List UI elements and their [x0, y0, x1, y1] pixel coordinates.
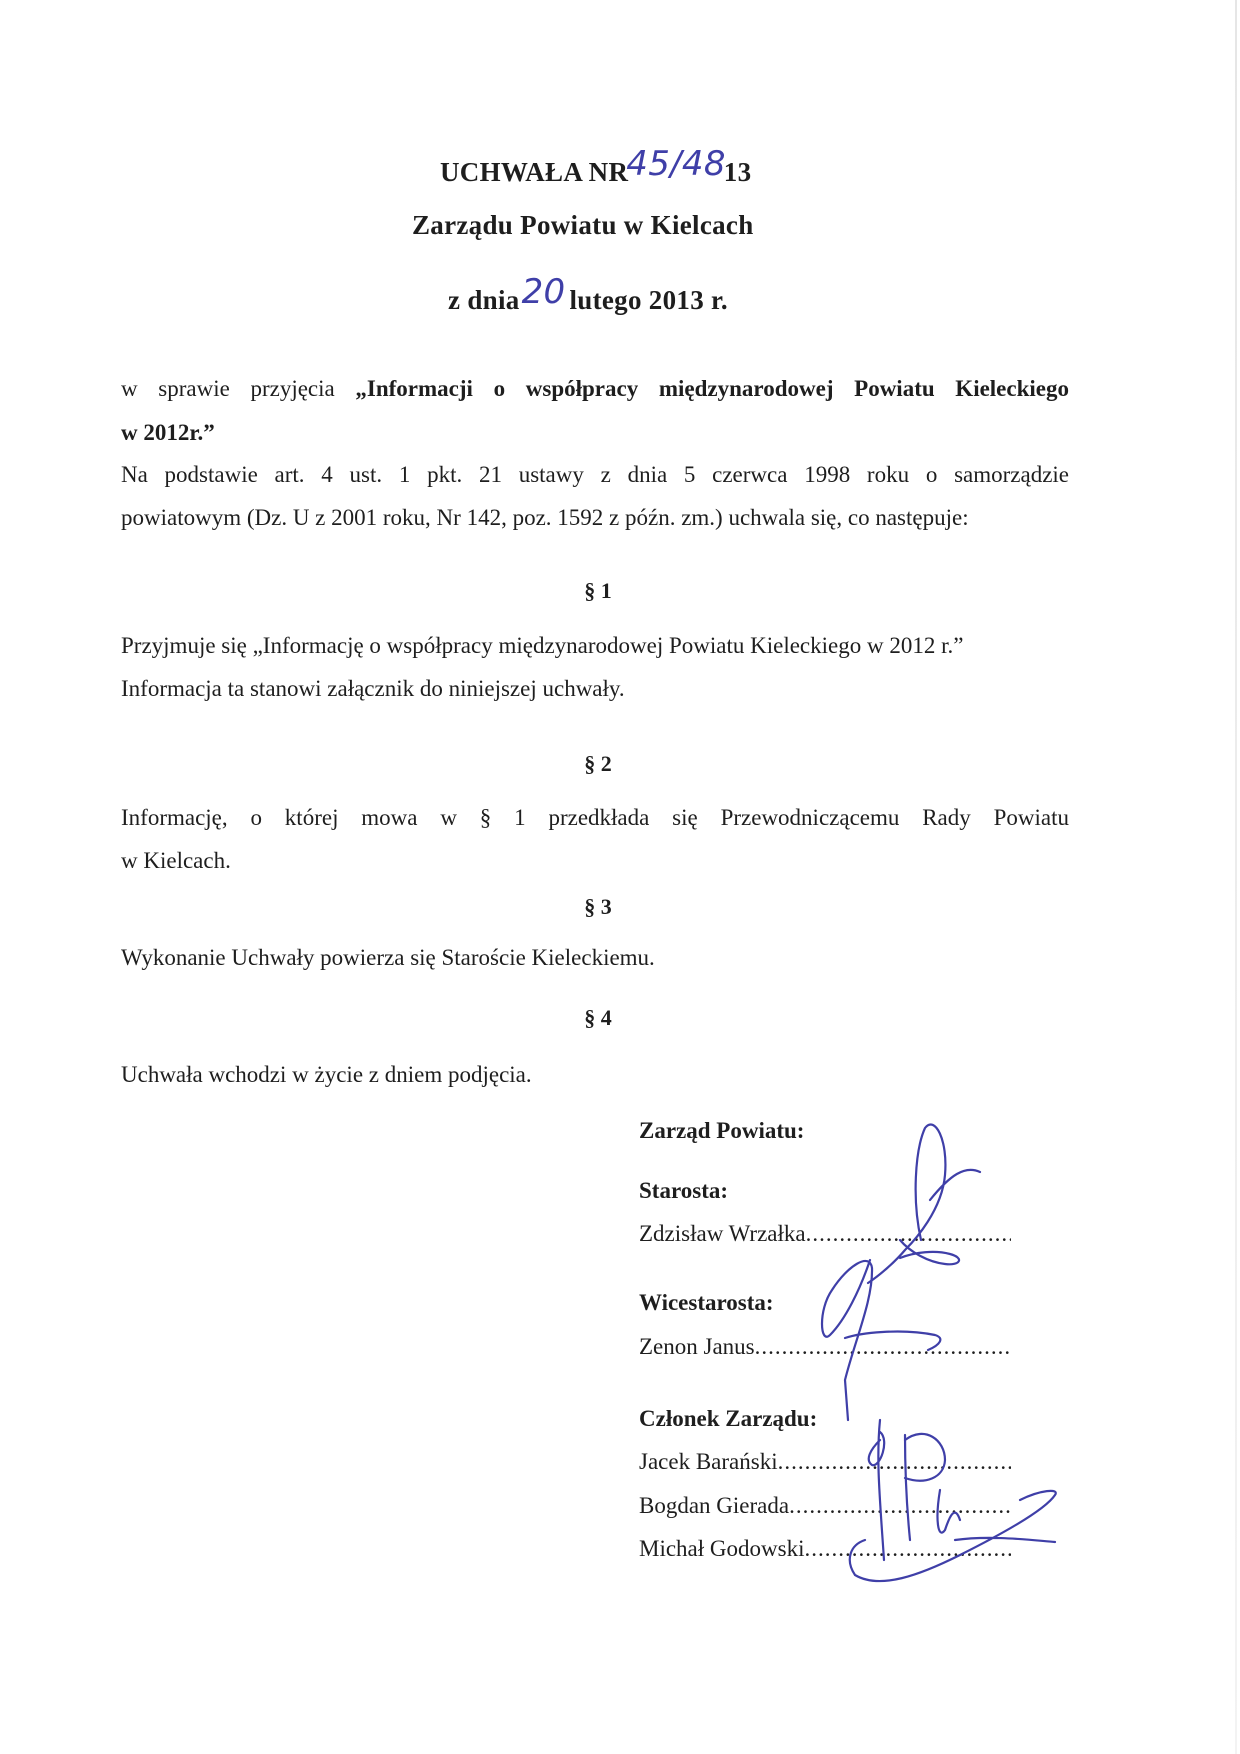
- vice-starosta-label: Wicestarosta:: [639, 1290, 774, 1315]
- section-4-symbol: § 4: [584, 1005, 612, 1030]
- section-3-line-1: Wykonanie Uchwały powierza się Staroście Kieleckiemu.: [121, 945, 655, 970]
- resolution-title: [440, 144, 752, 190]
- resolution-organ: Zarządu Powiatu w Kielcach: [412, 210, 754, 240]
- member-name-3: Michał Godowski: [639, 1536, 805, 1561]
- member-name-1: Jacek Barański: [639, 1449, 778, 1474]
- starosta-name: Zdzisław Wrzałka: [639, 1221, 806, 1246]
- date-suffix: lutego 2013 r.: [569, 285, 728, 315]
- handwritten-resolution-number: 45/48: [626, 144, 726, 184]
- member-name-2: Bogdan Gierada: [639, 1493, 790, 1518]
- title-prefix: UCHWAŁA NR: [440, 157, 629, 187]
- section-1-line-1: Przyjmuje się „Informację o współpracy międzynarodowej Powiatu Kieleckiego w 2012 r.”: [121, 633, 964, 658]
- legal-basis-line-1: Na podstawie art. 4 ust. 1 pkt. 21 ustawy z dnia 5 czerwca 1998 roku o samorządzie: [121, 462, 1069, 487]
- member-signature-line-2: [639, 1493, 1011, 1519]
- member-signature-line-3: [639, 1536, 1011, 1562]
- section-4-line-1: Uchwała wchodzi w życie z dniem podjęcia.: [121, 1062, 532, 1087]
- starosta-label: Starosta:: [639, 1178, 729, 1203]
- dotted-line: [755, 1334, 1011, 1360]
- dotted-line: [806, 1221, 1011, 1247]
- date-prefix: z dnia: [448, 285, 520, 315]
- member-signature-line-1: [639, 1449, 1011, 1475]
- dotted-line: [778, 1449, 1011, 1475]
- subject-line-1: [121, 376, 1069, 402]
- vice-starosta-name: Zenon Janus: [639, 1334, 755, 1359]
- section-2-symbol: § 2: [584, 751, 612, 776]
- starosta-signature-line: [639, 1221, 1011, 1247]
- vice-starosta-signature-line: [639, 1334, 1011, 1360]
- signature-starosta: [868, 1125, 980, 1283]
- handwritten-date-day: 20: [521, 272, 566, 312]
- subject-prefix: w sprawie przyjęcia: [121, 376, 335, 401]
- dotted-line: [789, 1493, 1011, 1519]
- section-2-line-2: w Kielcach.: [121, 848, 231, 873]
- resolution-date: [448, 272, 728, 318]
- subject-title-1: „Informacji o współpracy międzynarodowej Powiatu Kieleckiego: [355, 376, 1069, 401]
- section-3-symbol: § 3: [584, 894, 612, 919]
- title-suffix: 13: [723, 157, 752, 187]
- section-2-line-1: Informację, o której mowa w § 1 przedkłada się Przewodniczącemu Rady Powiatu: [121, 805, 1069, 830]
- members-label: Członek Zarządu:: [639, 1406, 818, 1431]
- legal-basis-line-2: powiatowym (Dz. U z 2001 roku, Nr 142, poz. 1592 z późn. zm.) uchwala się, co następuje:: [121, 505, 969, 530]
- subject-title-2: w 2012r.”: [121, 420, 215, 445]
- section-1-symbol: § 1: [584, 578, 612, 603]
- dotted-line: [804, 1536, 1011, 1562]
- board-label: Zarząd Powiatu:: [639, 1118, 805, 1143]
- section-1-line-2: Informacja ta stanowi załącznik do niniejszej uchwały.: [121, 676, 625, 701]
